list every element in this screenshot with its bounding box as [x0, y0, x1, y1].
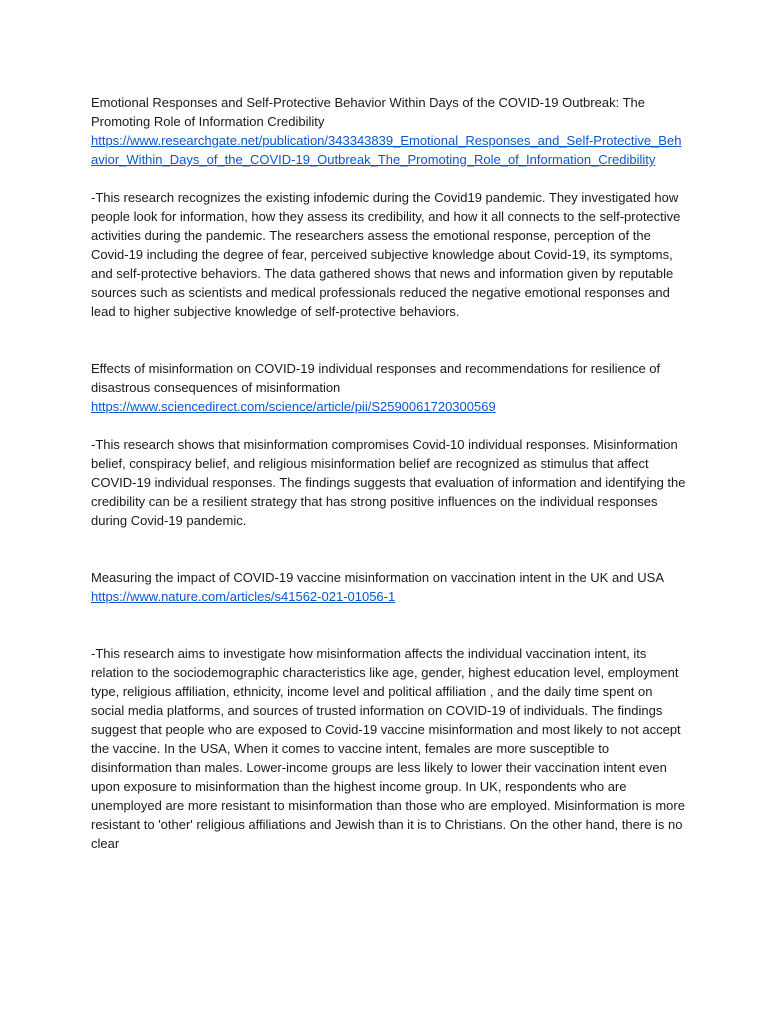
- entry-link[interactable]: https://www.sciencedirect.com/science/article/pii/S2590061720300569: [91, 399, 496, 414]
- reference-entry-3: [91, 568, 686, 853]
- entry-title: Measuring the impact of COVID-19 vaccine misinformation on vaccination intent in the UK and USA: [91, 570, 664, 585]
- reference-entry-1: [91, 93, 686, 321]
- entry-title: Effects of misinformation on COVID-19 individual responses and recommendations for resilience of disastrous consequences of misinformation: [91, 361, 661, 395]
- entry-summary: -This research recognizes the existing infodemic during the Covid19 pandemic. They investigated how people look for information, how they assess its credibility, and how it all connects to the self-protective activities during the pandemic. The researchers assess the emotional response, perception of the Covid-19 including the degree of fear, perceived subjective knowledge about Covid-19, its symptoms, and self-protective behaviors. The data gathered shows that news and information given by reputable sources such as scientists and medical professionals reduced the negative emotional responses and lead to higher subjective knowledge of self-protective behaviors.: [91, 190, 681, 319]
- entry-link[interactable]: https://www.nature.com/articles/s41562-021-01056-1: [91, 589, 396, 604]
- reference-entry-2: [91, 359, 686, 530]
- entry-title: Emotional Responses and Self-Protective Behavior Within Days of the COVID-19 Outbreak: The Promoting Role of Information Credibility: [91, 95, 645, 129]
- document-page: [91, 93, 686, 891]
- entry-link[interactable]: https://www.researchgate.net/publication/343343839_Emotional_Responses_and_Self-Protective_Behavior_Within_Days_of_the_COVID-19_Outbreak_The_Promoting_Role_of_Information_Credibility: [91, 133, 682, 167]
- entry-summary: -This research aims to investigate how misinformation affects the individual vaccination intent, its relation to the sociodemographic characteristics like age, gender, highest education level, employment type, religious affiliation, ethnicity, income level and political affiliation , and the daily time spent on social media platforms, and sources of trusted information on COVID-19 of individuals. The findings suggest that people who are exposed to Covid-19 vaccine misinformation and most likely to not accept the vaccine. In the USA, When it comes to vaccine intent, females are more susceptible to disinformation than males. Lower-income groups are less likely to lower their vaccination intent even upon exposure to misinformation than the highest income group. In UK, respondents who are unemployed are more resistant to misinformation than those who are employed. Misinformation is more resistant to 'other' religious affiliations and Jewish than it is to Christians. On the other hand, there is no clear: [91, 646, 685, 851]
- entry-summary: -This research shows that misinformation compromises Covid-10 individual responses. Misinformation belief, conspiracy belief, and religious misinformation belief are recognized as stimulus that affect COVID-19 individual responses. The findings suggests that evaluation of information and identifying the credibility can be a resilient strategy that has strong positive influences on the individual responses during Covid-19 pandemic.: [91, 437, 686, 528]
